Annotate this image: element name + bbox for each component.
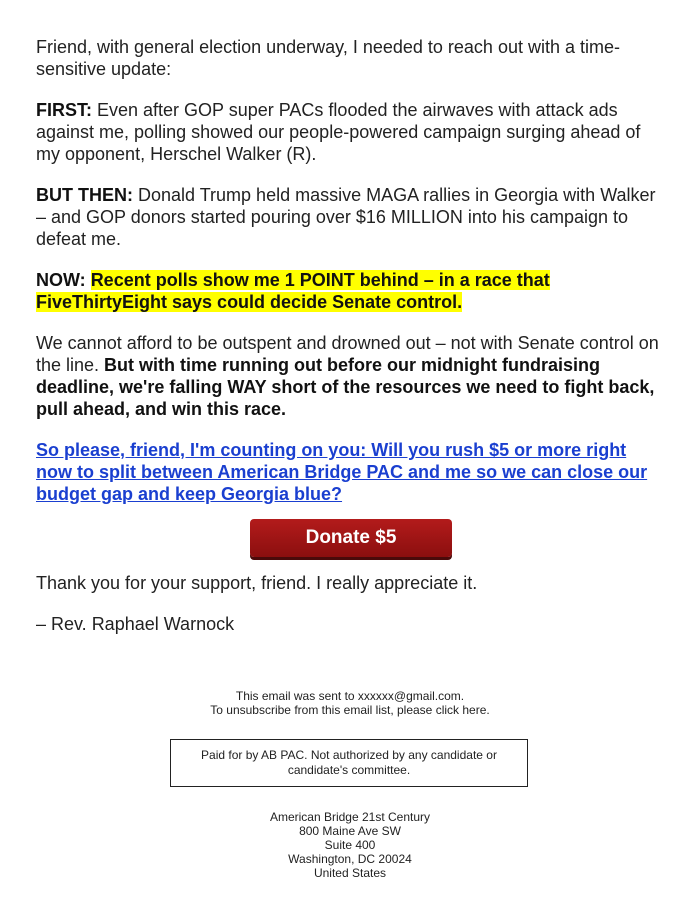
donate-button[interactable]: Donate $5 bbox=[250, 519, 452, 557]
footer-sent-info bbox=[0, 689, 700, 717]
address-line: Washington, DC 20024 bbox=[288, 852, 412, 866]
but-then-text: Donald Trump held massive MAGA rallies in Georgia with Walker – and GOP donors started pouring over $16 MILLION into his campaign to defeat me. bbox=[36, 185, 656, 249]
cannot-paragraph bbox=[36, 332, 666, 420]
sent-to-text: This email was sent to xxxxxx@gmail.com. bbox=[235, 689, 465, 703]
ask-paragraph bbox=[36, 439, 666, 505]
signature: – Rev. Raphael Warnock bbox=[36, 614, 235, 634]
email-body bbox=[36, 36, 666, 654]
but-then-lead: BUT THEN: bbox=[36, 185, 133, 205]
address-line: United States bbox=[313, 866, 387, 880]
now-highlight: Recent polls show me 1 POINT behind – in a race that FiveThirtyEight says could decide Senate control. bbox=[36, 270, 550, 312]
intro-paragraph: Friend, with general election underway, I needed to reach out with a time-sensitive update: bbox=[36, 37, 620, 79]
cannot-bold-text: But with time running out before our midnight fundraising deadline, we're falling WAY short of the resources we need to fight back, pull ahead, and win this race. bbox=[36, 355, 655, 419]
address-line: 800 Maine Ave SW bbox=[299, 824, 401, 838]
first-paragraph bbox=[36, 99, 666, 165]
now-paragraph bbox=[36, 269, 666, 313]
paid-for-line-2: candidate's committee. bbox=[287, 763, 411, 777]
unsubscribe-link[interactable]: To unsubscribe from this email list, please click here. bbox=[210, 703, 490, 717]
address-line: Suite 400 bbox=[324, 838, 376, 852]
but-then-paragraph bbox=[36, 184, 666, 250]
now-lead: NOW: bbox=[36, 270, 86, 290]
first-text: Even after GOP super PACs flooded the airwaves with attack ads against me, polling showed our people-powered campaign surging ahead of my opponent, Herschel Walker (R). bbox=[36, 100, 641, 164]
footer-address bbox=[0, 810, 700, 880]
paid-for-line-1: Paid for by AB PAC. Not authorized by any candidate or bbox=[201, 748, 497, 762]
cannot-text: We cannot afford to be outspent and drowned out – not with Senate control on the line. bbox=[36, 333, 659, 375]
donate-button-wrap bbox=[36, 519, 666, 557]
address-line: American Bridge 21st Century bbox=[269, 810, 431, 824]
first-lead: FIRST: bbox=[36, 100, 92, 120]
donate-ask-link[interactable]: So please, friend, I'm counting on you: Will you rush $5 or more right now to split between American Bridge PAC and me so we can close our budget gap and keep Georgia blue? bbox=[36, 440, 648, 504]
thanks-paragraph: Thank you for your support, friend. I really appreciate it. bbox=[36, 573, 478, 593]
paid-for-disclaimer bbox=[170, 739, 528, 787]
